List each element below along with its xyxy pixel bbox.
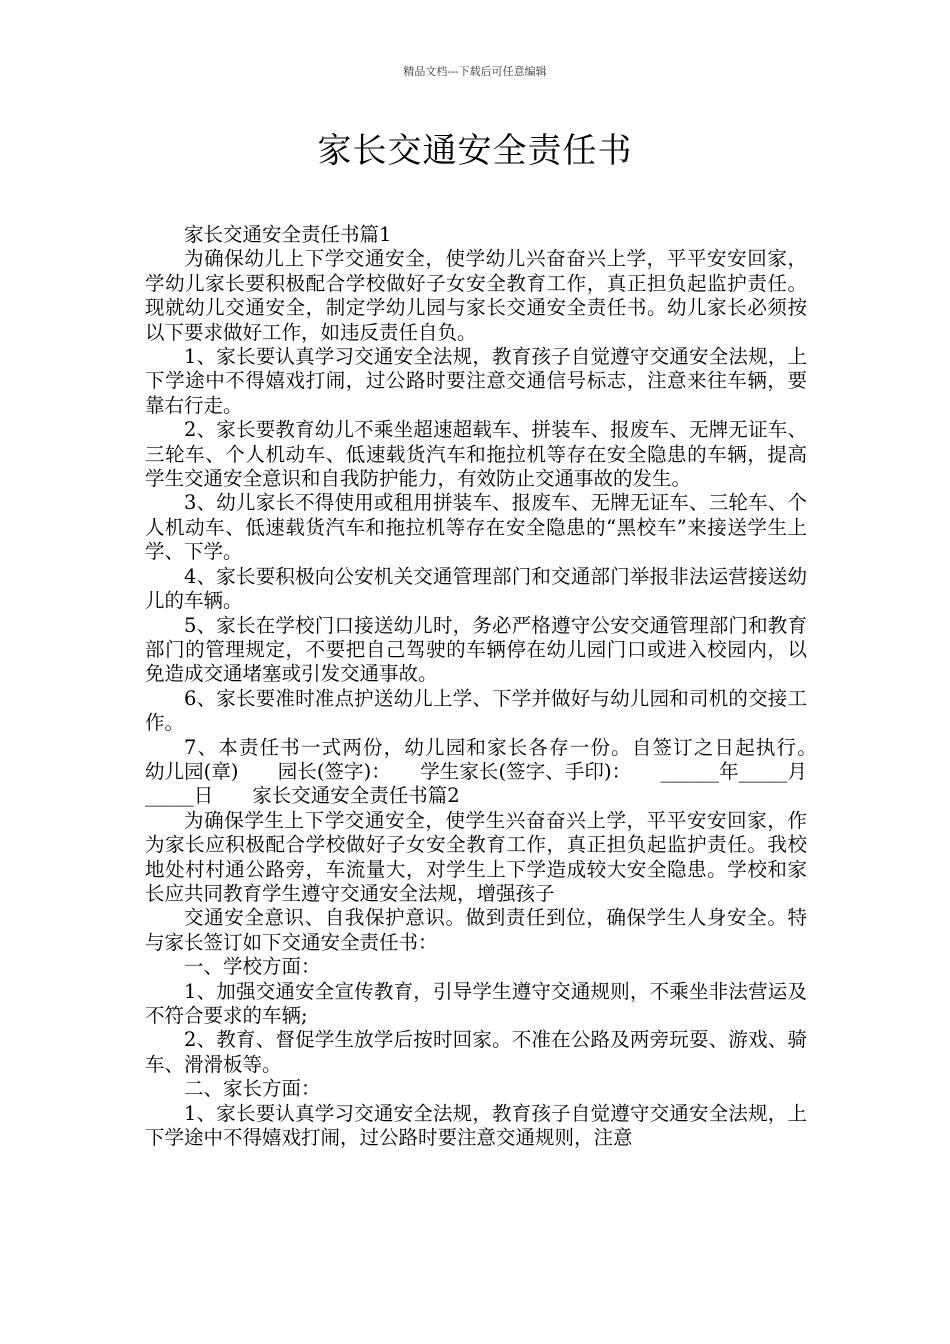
paragraph: 2、教育、督促学生放学后按时回家。不准在公路及两旁玩耍、游戏、骑车、滑滑板等。 [145, 1028, 807, 1076]
paragraph: 为确保学生上下学交通安全，使学生兴奋奋兴上学，平平安安回家，作为家长应积极配合学校做好子女安全教育工作，真正担负起监护责任。我校地处村村通公路旁，车流量大，对学生上下学造成较大安全隐患。学校和家长应共同教育学生遵守交通安全法规，增强孩子 [145, 808, 807, 905]
paragraph: 5、家长在学校门口接送幼儿时，务必严格遵守公安交通管理部门和教育部门的管理规定，不要把自己驾驶的车辆停在幼儿园门口或进入校园内，以免造成交通堵塞或引发交通事故。 [145, 613, 807, 686]
paragraph: 1、家长要认真学习交通安全法规，教育孩子自觉遵守交通安全法规，上下学途中不得嬉戏打闹，过公路时要注意交通信号标志，注意来往车辆，要靠右行走。 [145, 345, 807, 417]
paragraph-signature: 7、本责任书一式两份，幼儿园和家长各存一份。自签订之日起执行。 幼儿园(章) 园长(签字)： 学生家长(签字、手印)： ______年_____月_____日 家长交通安全责任书篇2 [145, 735, 847, 808]
subheading-school: 一、学校方面： [184, 955, 321, 979]
paragraph: 3、幼儿家长不得使用或租用拼装车、报废车、无牌无证车、三轮车、个人机动车、低速载货汽车和拖拉机等存在安全隐患的“黑校车”来接送学生上学、下学。 [145, 491, 807, 564]
paragraph: 1、家长要认真学习交通安全法规，教育孩子自觉遵守交通安全法规，上下学途中不得嬉戏打闹，过公路时要注意交通规则，注意 [145, 1101, 807, 1150]
document-title: 家长交通安全责任书 [317, 131, 633, 171]
section-heading-1: 家长交通安全责任书篇1 [184, 223, 392, 246]
paragraph: 交通安全意识、自我保护意识。做到责任到位，确保学生人身安全。特与家长签订如下交通安全责任书： [145, 906, 807, 954]
header-note: 精品文档---下载后可任意编辑 [403, 65, 547, 78]
paragraph: 为确保幼儿上下学交通安全，使学幼儿兴奋奋兴上学，平平安安回家，学幼儿家长要积极配合学校做好子女安全教育工作，真正担负起监护责任。现就幼儿交通安全，制定学幼儿园与家长交通安全责任书。幼儿家长必须按以下要求做好工作，如违反责任自负。 [145, 247, 807, 344]
subheading-parents: 二、家长方面： [184, 1077, 321, 1101]
document-body [145, 223, 847, 1150]
paragraph: 2、家长要教育幼儿不乘坐超速超载车、拼装车、报废车、无牌无证车、三轮车、个人机动车、低速载货汽车和拖拉机等存在安全隐患的车辆，提高学生交通安全意识和自我防护能力，有效防止交通事故的发生。 [145, 418, 807, 491]
paragraph: 4、家长要积极向公安机关交通管理部门和交通部门举报非法运营接送幼儿的车辆。 [145, 564, 807, 613]
paragraph: 6、家长要准时准点护送幼儿上学、下学并做好与幼儿园和司机的交接工作。 [145, 686, 807, 735]
paragraph: 1、加强交通安全宣传教育，引导学生遵守交通规则，不乘坐非法营运及不符合要求的车辆; [145, 979, 807, 1027]
